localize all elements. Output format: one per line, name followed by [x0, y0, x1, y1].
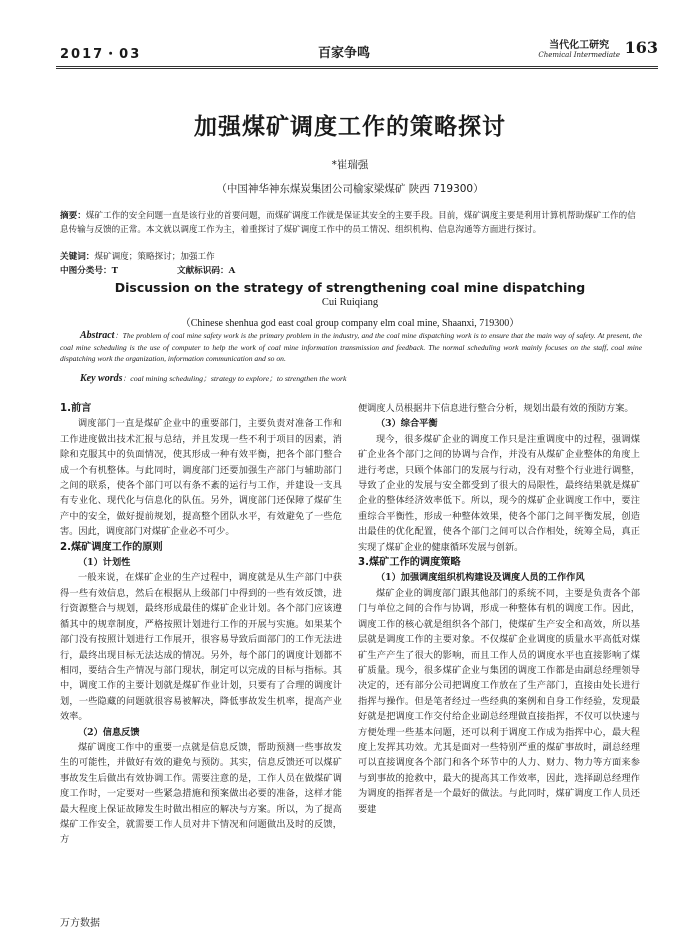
section-heading-2: 2.煤矿调度工作的原则	[60, 541, 163, 553]
doc-code-value: A	[228, 266, 236, 276]
journal-name	[538, 40, 620, 60]
section-heading-3: 3.煤矿工作的调度策略	[358, 557, 461, 569]
classification-line	[60, 264, 235, 278]
affiliation-cn: （中国神华神东煤炭集团公司榆家梁煤矿 陕西 719300）	[216, 183, 484, 195]
page-number: 163	[624, 38, 658, 57]
abstract-en	[60, 330, 642, 365]
doc-code-label: 文献标识码：	[176, 266, 229, 276]
header-rule-thin	[56, 68, 658, 69]
subsection-2-3-paragraph: 现今，很多煤矿企业的调度工作只是注重调度中的过程，强调煤矿企业各个部门之间的协调与合作，并没有从煤矿企业整体的角度上进行考虑，只顾个体部门的发展与行动，没有对整个行业进行调整，导致了企业的发展与安全都受到了很大的局限性，最终结果就是煤矿企业的整体经济效率低下。所以，现今的煤矿企业调度工作中，要注重综合平衡性，形成一种整体效果，使各个部门之间平衡发展，创造出最佳的优化配置，使各个部门之间可以合作相处，统筹全局，真正实现了煤矿企业的健康循环发展与创新。	[358, 433, 640, 553]
keywords-cn-label: 关键词：	[60, 252, 95, 262]
abstract-cn-label: 摘要：	[60, 211, 86, 221]
abstract-cn-text: 煤矿工作的安全问题一直是该行业的首要问题，而煤矿调度工作就是保证其安全的主要手段。目前，煤矿调度主要是利用计算机帮助煤矿工作的信息传输与反馈的正常。本文就以调度工作为主，着重探讨了煤矿调度工作中的员工情况、组织机构、信息沟通等方面进行探讨。	[60, 211, 636, 235]
article-title-en: Discussion on the strategy of strengthening coal mine dispatching	[114, 280, 586, 295]
column-name: 百家争鸣	[318, 46, 371, 61]
keywords-en	[80, 373, 346, 384]
subsection-2-2-paragraph: 煤矿调度工作中的重要一点就是信息反馈，帮助预测一些事故发生的可能性，并做好有效的避免与预防。其实，信息反馈还可以煤矿事故发生后做出有效协调工作。需要注意的是，工作人员在做煤矿调度工作时，一定要对一些紧急措施和预案做出必要的准备，这样才能最大程度上保证故障发生时做出相应的解决与方案。所以，为了提高煤矿工作安全，就需要工作人员对井下情况和问题做出及时的反馈，方	[60, 741, 342, 846]
author-en: Cui Ruiqiang	[321, 297, 379, 308]
abstract-en-text: ：The problem of coal mine safety work is the primary problem in the industry, and the coal mine dispatching work is to ensure that the main way of safety. At present, the coal mine scheduling is the use of computer to help the work of coal mine information transmission and feedback. The normal scheduling work mainly focuses on the staff, coal mine dispatching work the organization, information communication and so on.	[60, 331, 642, 364]
keywords-cn	[60, 250, 640, 264]
clc-label: 中图分类号：	[60, 266, 112, 276]
keywords-en-label: Key words	[80, 373, 123, 384]
subsection-2-1-paragraph: 一般来说，在煤矿企业的生产过程中，调度就是从生产部门中获得一些有效信息，然后在根据从上级部门中得到的一些有效反馈，进行资源整合与规划，最终形成最佳的煤矿企业计划。各个部门应该遵循其中的规章制度，严格按照计划进行工作的开展与实施。如果某个部门没有按照计划进行工作展开，很容易导致后面部门的工作无法进行，最终出现目标无法达成的情况。另外，每个部门的调度计划都不相同，要结合生产情况与部门现状，制定可以完成的目标与指标。其中，调度工作的主要计划就是煤矿作业计划，只要有了合理的调度计划，一些隐藏的问题就很容易被解决，降低事故发生机率，提高产业效率。	[60, 572, 342, 723]
affiliation-en: （Chinese shenhua god east coal group company elm coal mine, Shaanxi, 719300）	[180, 318, 520, 329]
body-column-right	[358, 401, 640, 817]
subsection-3-1-paragraph: 煤矿企业的调度部门跟其他部门的系统不同，主要是负责各个部门与单位之间的合作与协调，形成一种整体有机的调度工作。因此，调度工作的核心就是组织各个部门，使煤矿生产安全和高效，所以基层就是调度工作的主要对象。不仅煤矿企业调度的质量水平高低对煤矿生产产生了很大的影响，而且工作人员的调度水平也直接影响了煤矿质量。现今，很多煤矿企业与集团的调度工作都是由副总经理领导决定的，还有部分公司把调度工作放在了生产部门，直接由处长进行指挥与操作。但是笔者经过一些经典的案例和自身工作经验，发现最好就是把调度工作交付给企业副总经理做直接指挥，不仅可以快速与方便处理一些基本问题，还可以利于调度工作成为指挥中心，最大程度上发挥其功效。尤其是面对一些特别严重的煤矿事故时，副总经理可以直接调度各个部门和各个环节中的人力、财力、物力等方面来参与到事故的抢救中，最大的提高其工作效率，因此，选择副总经理作为调度的指挥者是一个最好的做法。与此同时，煤矿调度工作人员还要建	[358, 587, 640, 815]
subsection-2-2-paragraph-continued: 便调度人员根据井下信息进行整合分析，规划出最有效的预防方案。	[358, 403, 634, 414]
subsection-heading-3-1: （1）加强调度组织机构建设及调度人员的工作作风	[376, 572, 585, 584]
subsection-heading-2-2: （2）信息反馈	[78, 726, 140, 738]
keywords-cn-text: 煤矿调度；策略探讨；加强工作	[94, 252, 215, 262]
abstract-cn	[60, 209, 640, 237]
abstract-en-label: Abstract	[80, 330, 115, 341]
subsection-heading-2-1: （1）计划性	[78, 557, 131, 569]
issue-label: 2017・03	[60, 47, 142, 62]
author-cn: *崔瑞强	[331, 159, 369, 171]
running-header	[56, 40, 658, 66]
section-1-paragraph: 调度部门一直是煤矿企业中的重要部门，主要负责对准备工作和工作进度做出技术汇报与总结，并且发现一些不利于项目的因素，消除和克服其中的负面情况，使其形成一种有效平衡，把各个部门整合成一个有机整体。与此同时，调度部门还要加强生产部门与辅助部门之间的联系，使各个部门可以有条不紊的运行与工作，并建设一支具有专业化、现代化与信息化的队伍。另外，调度部门还保障了煤矿生产中的安全，做好提前规划，提高整个团队水平，有效避免了一些危害。因此，调度部门对煤矿企业必不可少。	[60, 418, 342, 538]
publisher-footer: 万方数据	[60, 918, 100, 929]
section-heading-1: 1.前言	[60, 403, 92, 414]
body-column-left	[60, 401, 342, 848]
header-rule	[56, 66, 658, 67]
article-title-cn: 加强煤矿调度工作的策略探讨	[194, 114, 506, 140]
journal-name-en: Chemical Intermediate	[538, 51, 620, 59]
clc-value: T	[111, 266, 118, 276]
subsection-heading-2-3: （3）综合平衡	[376, 418, 438, 430]
journal-name-cn: 当代化工研究	[549, 40, 610, 51]
keywords-en-text: ：coal mining scheduling；strategy to explore；to strengthen the work	[122, 374, 347, 383]
